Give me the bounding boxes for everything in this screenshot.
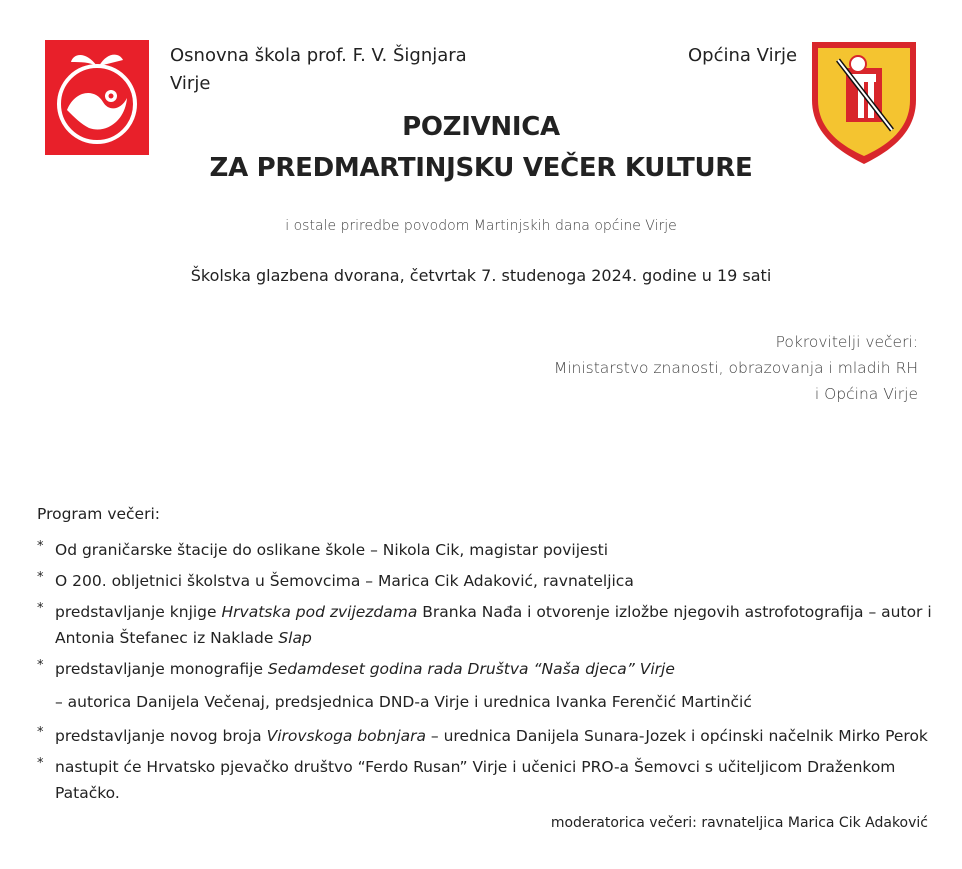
school-name-line1: Osnovna škola prof. F. V. Šignjara [170, 45, 467, 66]
program-item [37, 754, 937, 806]
magazine-title: Virovskoga bobnjara [266, 727, 426, 745]
program-item [37, 599, 937, 651]
program-item-text: Branka Nađa i otvorenje izložbe njegovih astrofotografija – autor i [417, 603, 932, 621]
program-item-text: Antonia Štefanec iz Naklade [55, 629, 279, 647]
invitation-title: POZIVNICA [402, 112, 560, 142]
bullet-star: * [37, 756, 44, 771]
sponsors-block [554, 329, 918, 407]
coat-of-arms-icon [808, 38, 920, 166]
program-list [37, 537, 937, 811]
program-item [37, 537, 937, 563]
event-title: ZA PREDMARTINJSKU VEČER KULTURE [209, 153, 753, 183]
program-item-continuation: – autorica Danijela Večenaj, predsjednica DND-a Virje i urednica Ivanka Ferenčić Martinčić [55, 693, 752, 711]
monograph-title: Sedamdeset godina rada Društva “Naša djeca” Virje [267, 660, 675, 678]
sponsors-line1: Ministarstvo znanosti, obrazovanja i mladih RH [553, 359, 918, 377]
program-item-text: predstavljanje monografije [55, 660, 268, 678]
venue-date: Školska glazbena dvorana, četvrtak 7. studenoga 2024. godine u 19 sati [190, 266, 772, 285]
bullet-star: * [37, 725, 44, 740]
municipality-name: Općina Virje [688, 45, 798, 66]
bullet-star: * [37, 570, 44, 585]
sponsors-line2: i Općina Virje [814, 385, 918, 403]
sponsors-heading: Pokrovitelji večeri: [775, 333, 918, 351]
school-name [170, 42, 467, 98]
book-title: Hrvatska pod zvijezdama [221, 603, 418, 621]
program-item [37, 723, 937, 749]
bullet-star: * [37, 539, 44, 554]
program-item-text: predstavljanje knjige [55, 603, 222, 621]
program-item-text: predstavljanje novog broja [55, 727, 267, 745]
bullet-star: * [37, 601, 44, 616]
program-item-text: – urednica Danijela Sunara-Jozek i općinski načelnik Mirko Perok [426, 727, 928, 745]
program-item-text: O 200. obljetnici školstva u Šemovcima – Marica Cik Adaković, ravnateljica [55, 572, 634, 590]
program-item [37, 568, 937, 594]
bullet-star: * [37, 658, 44, 673]
program-item [37, 656, 937, 682]
program-item-text: Od graničarske štacije do oslikane škole – Nikola Cik, magistar povijesti [55, 541, 609, 559]
program-item-text: nastupit će Hrvatsko pjevačko društvo “Ferdo Rusan” Virje i učenici PRO-a Šemovci s učiteljicom Draženkom Patačko. [55, 758, 896, 802]
subtitle: i ostale priredbe povodom Martinjskih dana općine Virje [285, 218, 677, 234]
program-heading: Program večeri: [37, 505, 160, 523]
moderator-note: moderatorica večeri: ravnateljica Marica Cik Adaković [550, 815, 928, 831]
school-name-line2: Virje [170, 73, 211, 94]
publisher-name: Slap [278, 629, 312, 647]
